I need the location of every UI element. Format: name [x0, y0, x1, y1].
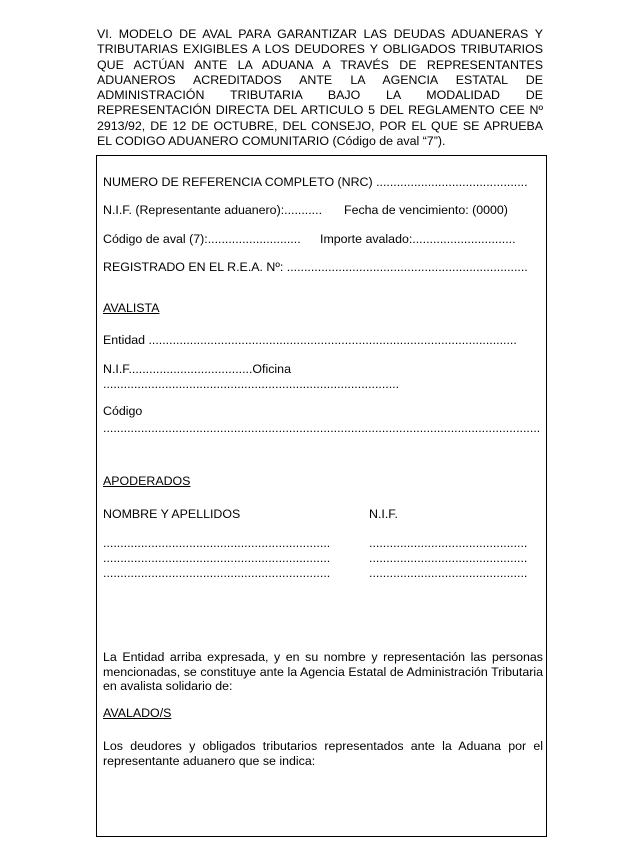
registro-rea-field: REGISTRADO EN EL R.E.A. Nº: ...................................................................... [103, 260, 528, 274]
fecha-vencimiento-field: Fecha de vencimiento: (0000) [344, 203, 508, 217]
codigo-aval-field: Código de aval (7):........................... [103, 232, 301, 246]
nombre-line: .................................................................. [103, 566, 331, 580]
nombre-line: .................................................................. [103, 536, 331, 550]
nif-line: .............................................. [369, 566, 528, 580]
importe-avalado-field: Importe avalado:.............................. [320, 232, 516, 246]
codigo-dotted-line: ............................................................................................................................... [103, 421, 541, 435]
avalista-section-title: AVALISTA [103, 301, 160, 315]
declaration-paragraph: La Entidad arriba expresada, y en su nombre y representación las personas mencionadas, se constituye ante la Agencia Estatal de Administración Tributaria en avalista solidario de: [103, 650, 543, 693]
avalados-section-title: AVALADO/S [103, 706, 172, 720]
oficina-dotted-line: ...................................................................................... [103, 377, 400, 391]
nif-line: .............................................. [369, 536, 528, 550]
nombre-apellidos-header: NOMBRE Y APELLIDOS [103, 507, 241, 521]
nif-header: N.I.F. [369, 507, 398, 521]
nombre-line: .................................................................. [103, 551, 331, 565]
codigo-label: Código [103, 404, 143, 418]
apoderados-section-title: APODERADOS [103, 474, 191, 488]
document-heading: VI. MODELO DE AVAL PARA GARANTIZAR LAS DEUDAS ADUANERAS Y TRIBUTARIAS EXIGIBLES A LOS DEUDORES Y OBLIGADOS TRIBUTARIOS QUE ACTÚAN ANTE LA ADUANA A TRAVÉS DE REPRESENTANTES ADUANEROS ACREDITADOS ANTE LA AGENCIA ESTATAL DE ADMINISTRACIÓN TRIBUTARIA BAJO LA MODALIDAD DE REPRESENTACIÓN DIRECTA DEL ARTICULO 5 DEL REGLAMENTO CEE Nº 2913/92, DE 12 DE OCTUBRE, DEL CONSEJO, POR EL QUE SE APRUEBA EL CODIGO ADUANERO COMUNITARIO (Código de aval “7”). [97, 27, 543, 149]
nif-oficina-field: N.I.F....................................Oficina [103, 362, 291, 376]
nif-line: .............................................. [369, 551, 528, 565]
entidad-field: Entidad ........................................................................................................... [103, 333, 517, 347]
avalados-paragraph: Los deudores y obligados tributarios representados ante la Aduana por el representante aduanero que se indica: [103, 739, 543, 768]
nif-representante-field: N.I.F. (Representante aduanero):........... [103, 203, 323, 217]
nrc-field: NUMERO DE REFERENCIA COMPLETO (NRC) ............................................ [103, 175, 528, 189]
aval-form-box [96, 155, 547, 837]
